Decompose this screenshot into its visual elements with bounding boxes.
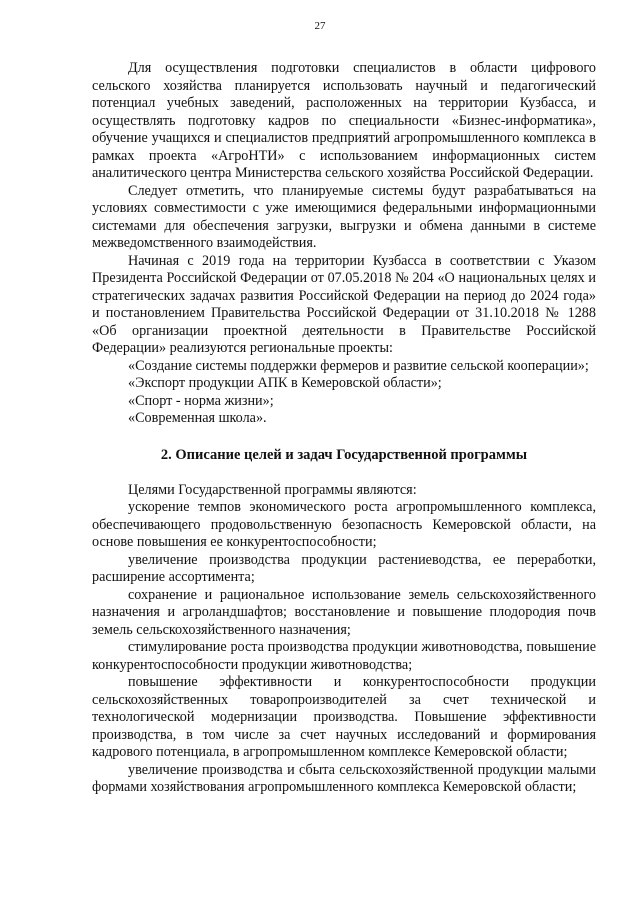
goal-item: ускорение темпов экономического роста агропромышленного комплекса, обеспечивающего продовольственную безопасность Кемеровской области, на основе повышения ее конкурентоспособности; — [92, 499, 596, 550]
goals-intro: Целями Государственной программы являются: — [128, 481, 417, 498]
section-heading: 2. Описание целей и задач Государственной программы — [160, 446, 528, 463]
goal-item: увеличение производства и сбыта сельскохозяйственной продукции малыми формами хозяйствования агропромышленного комплекса Кемеровской области; — [92, 761, 596, 795]
project-item-export-apk: «Экспорт продукции АПК в Кемеровской области»; — [128, 375, 442, 391]
project-item-sport: «Спорт - норма жизни»; — [128, 392, 274, 409]
paragraph-regional-projects: Начиная с 2019 года на территории Кузбасса в соответствии с Указом Президента Российской Федерации от 07.05.2018 № 204 «О национальных целях и стратегических задачах развития Российской Федерации на период до 2024 года» и постановлением Правительства Российской Федерации от 31.10.2018 № 1288 «Об организации проектной деятельности в Правительстве Российской Федерации» реализуются региональные проекты: — [92, 252, 596, 356]
goal-item: стимулирование роста производства продукции животноводства, повышение конкурентоспособности продукции животноводства; — [92, 639, 596, 673]
page-number: 27 — [314, 20, 326, 32]
project-item-modern-school: «Современная школа». — [128, 410, 267, 426]
goal-item: сохранение и рациональное использование земель сельскохозяйственного назначения и агроландшафтов; восстановление и повышение плодородия почв земель сельскохозяйственного назначения; — [92, 586, 596, 638]
paragraph-systems-compatibility: Следует отметить, что планируемые системы будут разрабатываться на условиях совместимости с уже имеющимися федеральными информационными системами для обеспечения загрузки, выгрузки и обмена данными в системе межведомственного взаимодействия. — [92, 182, 596, 251]
project-item-farmers-support: «Создание системы поддержки фермеров и развитие сельской кооперации»; — [128, 357, 589, 374]
paragraph-digital-agriculture-training: Для осуществления подготовки специалистов в области цифрового сельского хозяйства планируется использовать научный и педагогический потенциал учебных заведений, расположенных на территории Кузбасса, и осуществлять подготовку кадров по специальности «Бизнес-информатика», обучение учащихся и специалистов предприятий агропромышленного комплекса в рамках проекта «АгроНТИ» с использованием информационных систем аналитического центра Министерства сельского хозяйства Российской Федерации. — [92, 60, 596, 181]
goal-item: увеличение производства продукции растениеводства, ее переработки, расширение ассортимента; — [92, 551, 596, 585]
document-body — [92, 60, 596, 797]
goal-item: повышение эффективности и конкурентоспособности продукции сельскохозяйственных товаропроизводителей за счет технической и технологической модернизации производства. Повышение эффективности производства, в том числе за счет научных исследований и формирования кадрового потенциала, в агропромышленном комплексе Кемеровской области; — [92, 674, 596, 760]
